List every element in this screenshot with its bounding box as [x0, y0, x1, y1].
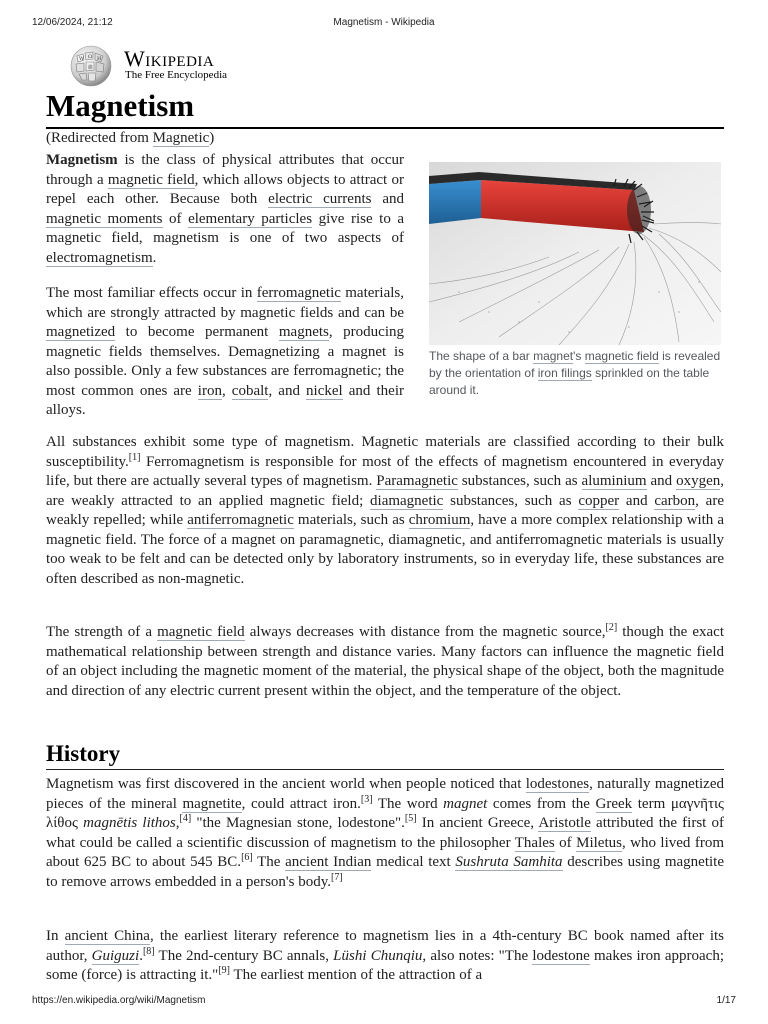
link-miletus[interactable]: Miletus — [576, 834, 622, 851]
caption-link-magnet[interactable]: magnet — [533, 349, 574, 363]
history-paragraph-1: Magnetism was first discovered in the ancient world when people noticed that lodestones, naturally magnetized pieces of the mineral magnetite, could attract iron.[3] The word magnet comes from the Greek term μαγνῆτις λίθος magnētis lithos,[4] "the Magnesian stone, lodestone".[5] In ancient Greece, Aristotle attributed the first of what could be called a scientific discussion of magnetism to the philosopher Thales of Miletus, who lived from about 625 BC to about 545 BC.[6] The ancient Indian medical text Sushruta Samhita describes using magnetite to remove arrows embedded in a person's body.[7] — [46, 776, 725, 890]
citation-6[interactable]: [6] — [241, 852, 253, 863]
history-paragraph-2: In ancient China, the earliest literary reference to magnetism lies in a 4th-century BC book named after its author, Guiguzi.[8] The 2nd-century BC annals, Lüshi Chunqiu, also notes: "The lodestone makes iron approach; some (force) is attracting it."[9] The earliest mention of the attraction of a — [46, 928, 725, 983]
link-aristotle[interactable]: Aristotle — [538, 815, 591, 831]
link-greek[interactable]: Greek — [595, 795, 633, 812]
link-paramagnetic[interactable]: Paramagnetic — [376, 473, 458, 489]
citation-7[interactable]: [7] — [331, 871, 343, 883]
link-magnets[interactable]: magnets — [278, 324, 329, 340]
print-page-number: 1/17 — [716, 995, 736, 1006]
intro-column — [46, 151, 404, 437]
lead-figure — [429, 162, 721, 399]
history-divider — [46, 769, 724, 770]
link-thales[interactable]: Thales — [514, 834, 555, 851]
link-aluminium[interactable]: aluminium — [581, 473, 647, 489]
link-ferromagnetic[interactable]: ferromagnetic — [256, 285, 341, 301]
link-sushruta-samhita[interactable]: Sushruta Samhita — [455, 854, 563, 870]
svg-text:Ω: Ω — [88, 54, 93, 60]
link-magnetite[interactable]: magnetite — [182, 795, 242, 812]
section-heading-history: History — [46, 741, 121, 766]
intro-paragraph-2: The most familiar effects occur in ferromagnetic materials, which are strongly attracted by magnetic fields and can be magnetized to become permanent magnets, producing magnetic fields themselves. Demagnetizing a magnet is also possible. Only a few substances are ferromagnetic; the most common ones are iron, cobalt, and nickel and their alloys. — [46, 285, 404, 418]
caption-link-iron-filings[interactable]: iron filings — [537, 366, 592, 380]
link-magnetized[interactable]: magnetized — [46, 324, 116, 340]
link-iron[interactable]: iron — [197, 382, 222, 399]
link-oxygen[interactable]: oxygen — [676, 473, 721, 489]
print-footer — [0, 995, 768, 1009]
link-magnetic-moments[interactable]: magnetic moments — [46, 210, 163, 227]
redirect-link[interactable]: Magnetic — [152, 130, 210, 146]
wikipedia-wordmark: Wikipedia — [124, 46, 215, 71]
caption-link-magnetic-field[interactable]: magnetic field — [584, 349, 659, 363]
wikipedia-tagline: The Free Encyclopedia — [125, 69, 228, 81]
link-copper[interactable]: copper — [578, 492, 620, 509]
bar-magnet-iron-filings-photo[interactable] — [429, 162, 721, 345]
link-cobalt[interactable]: cobalt — [231, 382, 269, 399]
link-ancient-indian[interactable]: ancient Indian — [285, 854, 372, 870]
svg-text:維: 維 — [88, 65, 94, 71]
svg-text:W: W — [79, 56, 85, 62]
intro-paragraph-4: The strength of a magnetic field always decreases with distance from the magnetic source,[2] though the exact mathematical relationship between strength and distance varies. Many factors can influence the magnetic field of an object including the magnetic moment of the material, the physical shape of the object, both the magnitude and direction of any electric current present within the object, and the temperature of the object. — [46, 622, 725, 699]
link-antiferromagnetic[interactable]: antiferromagnetic — [187, 512, 294, 528]
citation-1[interactable]: [1] — [128, 451, 141, 463]
lead-term: Magnetism — [46, 152, 118, 168]
wikipedia-globe-icon — [66, 44, 116, 88]
intro-paragraph-1: Magnetism is the class of physical attributes that occur through a magnetic field, which allows objects to attract or repel each other. Because both electric currents and magnetic moments of elementary particles give rise to a magnetic field, magnetism is one of two aspects of electromagnetism. — [46, 152, 405, 266]
link-guiguzi[interactable]: Guiguzi — [91, 947, 140, 964]
figure-caption: The shape of a bar magnet's magnetic field is revealed by the orientation of iron filings sprinkled on the table around it. — [429, 349, 721, 397]
print-date: 12/06/2024, 21:12 — [32, 17, 113, 28]
link-carbon[interactable]: carbon — [654, 492, 696, 509]
wikipedia-logo[interactable] — [66, 44, 246, 88]
link-diamagnetic[interactable]: diamagnetic — [370, 492, 444, 509]
link-magnetic-field-2[interactable]: magnetic field — [157, 624, 245, 640]
print-header — [0, 17, 768, 31]
link-ancient-china[interactable]: ancient China — [64, 928, 150, 944]
svg-text:И: И — [97, 56, 102, 62]
page-title: Magnetism — [46, 88, 195, 123]
redirect-prefix: (Redirected from — [46, 130, 153, 146]
citation-9[interactable]: [9] — [218, 965, 230, 976]
link-lodestones[interactable]: lodestones — [525, 776, 590, 792]
link-electromagnetism[interactable]: electromagnetism — [46, 249, 153, 266]
citation-5[interactable]: [5] — [404, 813, 417, 824]
citation-3[interactable]: [3] — [360, 793, 373, 805]
redirect-notice — [46, 128, 214, 148]
print-url: https://en.wikipedia.org/wiki/Magnetism — [32, 995, 206, 1006]
link-magnetic-field[interactable]: magnetic field — [107, 171, 195, 188]
link-chromium[interactable]: chromium — [408, 512, 471, 528]
print-title: Magnetism - Wikipedia — [333, 17, 435, 28]
link-elementary-particles[interactable]: elementary particles — [188, 210, 313, 227]
citation-4[interactable]: [4] — [179, 813, 192, 824]
redirect-suffix: ) — [209, 130, 215, 146]
link-lodestone[interactable]: lodestone — [532, 947, 590, 964]
intro-paragraph-3: All substances exhibit some type of magnetism. Magnetic materials are classified according to their bulk susceptibility.[1] Ferromagnetism is responsible for most of the effects of magnetism encountered in everyday life, but there are actually several types of magnetism. Paramagnetic substances, such as aluminium and oxygen, are weakly attracted to an applied magnetic field; diamagnetic substances, such as copper and carbon, are weakly repelled; while antiferromagnetic materials, such as chromium, have a more complex relationship with a magnetic field. The force of a magnet on paramagnetic, diamagnetic, and antiferromagnetic materials is usually too weak to be felt and can be detected only by laboratory instruments, so in everyday life, these substances are often described as non-magnetic. — [46, 434, 724, 587]
citation-2[interactable]: [2] — [605, 622, 618, 633]
link-nickel[interactable]: nickel — [306, 382, 343, 399]
link-electric-currents[interactable]: electric currents — [268, 191, 372, 207]
citation-8[interactable]: [8] — [142, 945, 155, 957]
